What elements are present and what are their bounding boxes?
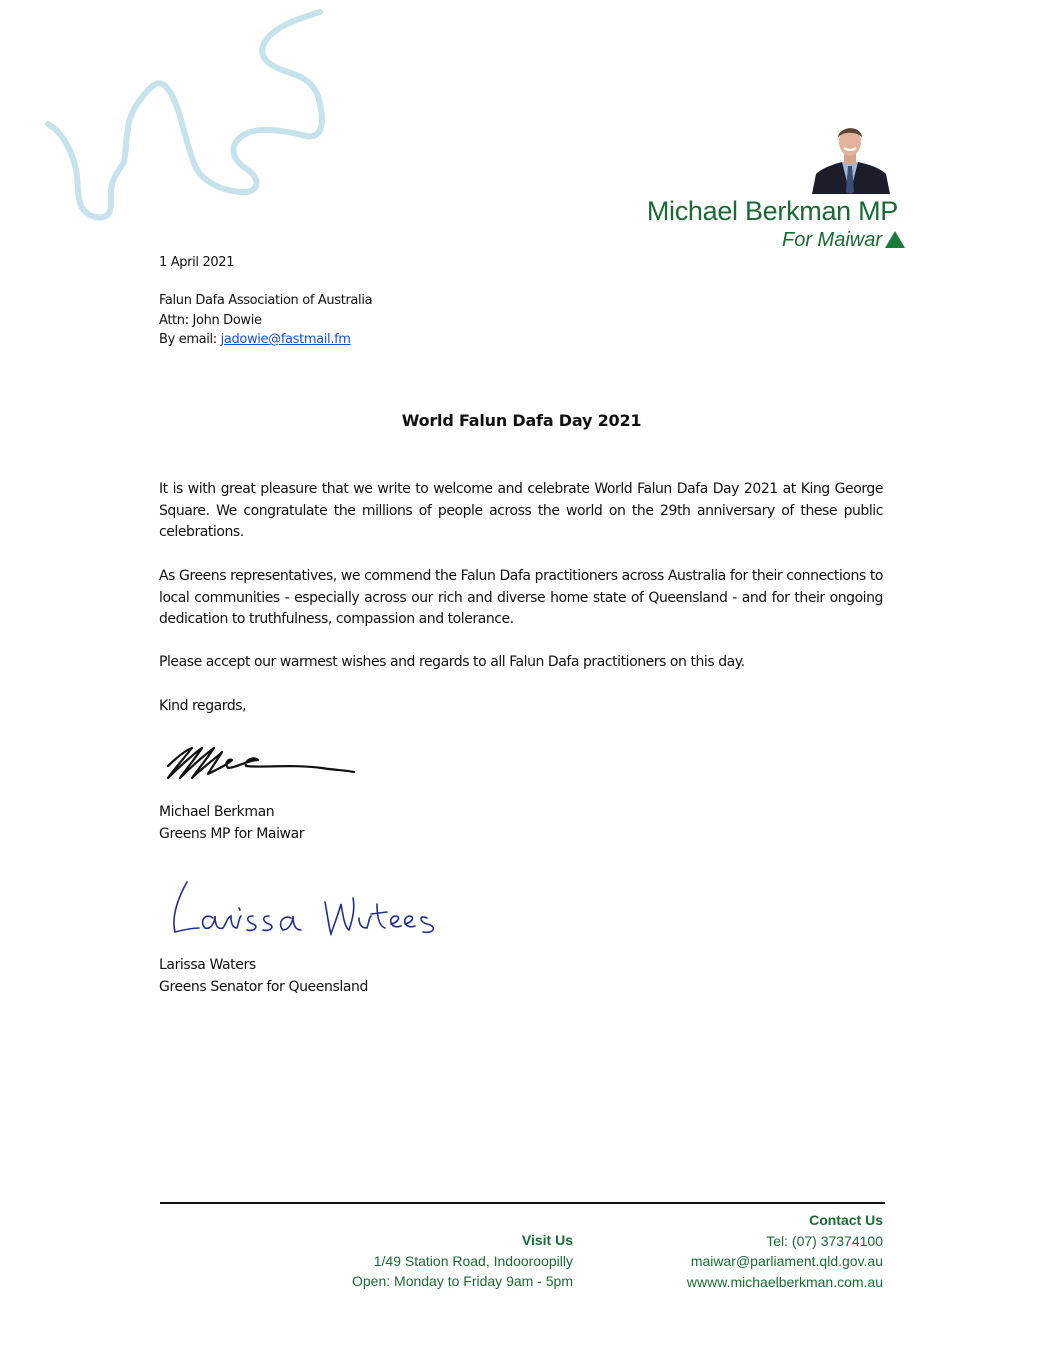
mp-name: Michael Berkman MP — [646, 196, 898, 226]
visit-address: 1/49 Station Road, Indooroopilly — [373, 1252, 573, 1269]
signature-larissa-waters — [165, 872, 445, 942]
contact-heading: Contact Us — [809, 1212, 883, 1228]
footer-visit — [352, 1230, 573, 1292]
email-label: By email: — [159, 332, 221, 347]
closing-line: Kind regards, — [159, 698, 247, 714]
green-triangle-icon — [885, 231, 905, 248]
visit-heading: Visit Us — [521, 1232, 573, 1248]
recipient-email-line — [159, 330, 372, 350]
contact-website: wwww.michaelberkman.com.au — [686, 1273, 883, 1290]
footer-contact — [687, 1210, 883, 1292]
signatory-title: Greens MP for Maiwar — [159, 825, 305, 842]
recipient-block — [159, 291, 372, 350]
signatory-block — [159, 802, 304, 845]
body-paragraph: It is with great pleasure that we write to welcome and celebrate World Falun Dafa Day 2021 at King George Square. We congratulate the millions of people across the world on the 29th anniversary of these public celebrations. — [159, 481, 883, 541]
letter-date: 1 April 2021 — [159, 255, 235, 270]
signature-michael-berkman — [162, 738, 362, 786]
electorate-label: For Maiwar — [781, 229, 882, 251]
signatory-title: Greens Senator for Queensland — [159, 978, 368, 995]
body-paragraph: As Greens representatives, we commend the Falun Dafa practitioners across Australia for their connections to local communities - especially across our rich and diverse home state of Queensland - and for their ongoing dedication to truthfulness, compassion and tolerance. — [159, 568, 883, 628]
recipient-attention: Attn: John Dowie — [159, 312, 262, 328]
signatory-name: Larissa Waters — [159, 957, 256, 973]
recipient-organisation: Falun Dafa Association of Australia — [159, 293, 373, 308]
river-line-decoration — [0, 0, 340, 240]
letter-title: World Falun Dafa Day 2021 — [401, 411, 642, 430]
contact-email: maiwar@parliament.qld.gov.au — [690, 1253, 883, 1269]
contact-phone: Tel: (07) 37374100 — [766, 1232, 883, 1249]
body-paragraph: Please accept our warmest wishes and regards to all Falun Dafa practitioners on this day. — [159, 654, 745, 670]
signatory-name: Michael Berkman — [159, 804, 275, 820]
footer-divider — [160, 1202, 885, 1204]
recipient-email-link[interactable]: jadowie@fastmail.fm — [220, 332, 351, 347]
visit-hours: Open: Monday to Friday 9am - 5pm — [352, 1273, 573, 1289]
signatory-block — [159, 955, 368, 998]
mp-portrait-photo — [808, 122, 892, 194]
